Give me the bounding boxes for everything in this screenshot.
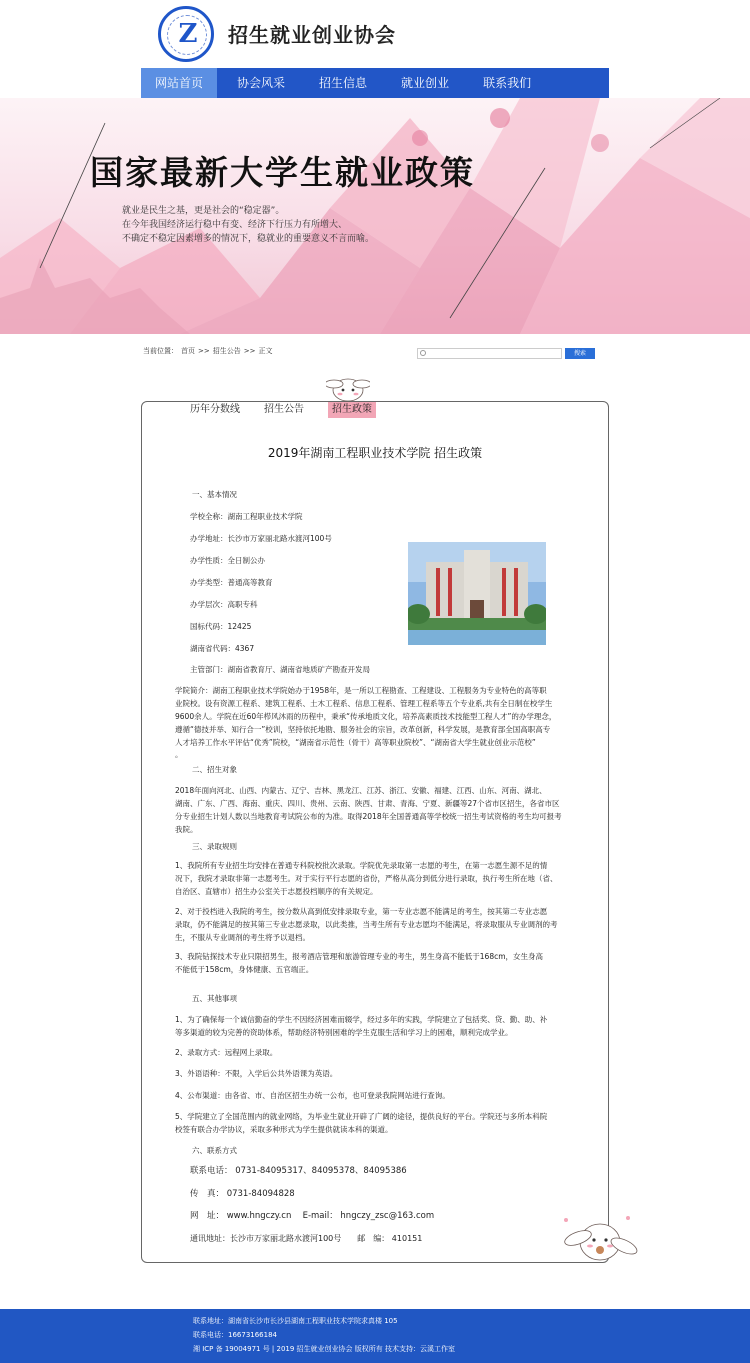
rule-line: 2、对于投档进入我院的考生，按分数从高到低安排录取专业，第一专业志愿不能满足的考生，按其第二专业志愿: [175, 907, 548, 916]
section-heading: 六、联系方式: [192, 1146, 237, 1155]
intro-line: 学院简介：湖南工程职业技术学院始办于1958年，是一所以工程勘查、工程建设、工程服务为专业特色的高等职: [175, 686, 547, 695]
rule-line: 况下，我院才录取非第一志愿考生。对于实行平行志愿的省份，严格从高分到低分进行录取，执行考生所在地（省、: [175, 874, 558, 883]
other-line: 4、公布渠道：由各省、市、自治区招生办统一公布，也可登录我院网站进行查询。: [175, 1091, 450, 1100]
other-line: 5、学院建立了全国范围内的就业网络，为毕业生就业开辟了广阔的途径，提供良好的平台。学院还与多所本科院: [175, 1112, 548, 1121]
mascot-icon: [326, 370, 370, 404]
info-national-code: 国标代码：12425: [190, 622, 252, 631]
contact-address: 通讯地址：长沙市万家丽北路水渡河100号 邮 编： 410151: [190, 1234, 423, 1243]
logo-mark-icon: Z: [178, 19, 198, 49]
logo[interactable]: [158, 6, 214, 62]
info-province-code: 湖南省代码：4367: [190, 644, 255, 653]
footer-address: 联系地址：湖南省长沙市长沙县湖南工程职业技术学院求真楼 105: [193, 1317, 398, 1325]
other-line: 等多渠道的较为完善的资助体系，帮助经济特别困难的学生克服生活和学习上的困难，顺利完成学业。: [175, 1028, 513, 1037]
campus-photo: [408, 542, 546, 645]
nav-item-employment[interactable]: 就业创业: [401, 76, 450, 90]
info-authority: 主管部门：湖南省教育厅、湖南省地质矿产勘查开发局: [190, 665, 370, 674]
nav-item-admissions[interactable]: 招生信息: [319, 76, 368, 90]
footer-phone: 联系电话：16673166184: [193, 1331, 277, 1339]
section-heading: 一、基本情况: [192, 490, 237, 499]
article-title: 2019年湖南工程职业技术学院 招生政策: [267, 446, 483, 460]
nav-item-contact[interactable]: 联系我们: [483, 76, 532, 90]
intro-line: 9600余人。学院在近60年栉风沐雨的历程中，秉承“传承地质文化，培养高素质技术技能型工程人才”的办学理念，: [175, 712, 557, 721]
tab-bar: [190, 402, 400, 418]
banner-line-2: 在今年我国经济运行稳中有变、经济下行压力有所增大、: [122, 220, 348, 230]
intro-line: 。: [175, 750, 183, 759]
breadcrumb-prefix: 当前位置：: [143, 347, 178, 355]
intro-line: 遵循“德技并举、知行合一”校训，坚持依托地勘、服务社会的宗旨，改革创新，科学发展，是教育部全国高职高专: [175, 725, 551, 734]
banner-line-1: 就业是民生之基，更是社会的“稳定器”。: [122, 206, 285, 216]
banner-illustration: [0, 98, 750, 334]
banner: [0, 98, 750, 334]
section-heading: 五、其他事项: [192, 994, 237, 1003]
nav-item-association[interactable]: 协会风采: [237, 76, 286, 90]
mascot-icon: [556, 1210, 640, 1270]
breadcrumb-separator: >>: [198, 347, 210, 355]
rule-line: 生，不服从专业调剂的考生将予以退档。: [175, 933, 310, 942]
info-address: 办学地址：长沙市万家丽北路水渡河100号: [190, 534, 332, 543]
contact-web[interactable]: 网 址： www.hngczy.cn E-mail： hngczy_zsc@163.com: [190, 1211, 435, 1221]
section2-line: 湖南、广东、广西、海南、重庆、四川、贵州、云南、陕西、甘肃、青海、宁夏、新疆等27个省市区招生，各省市区: [175, 799, 560, 808]
other-line: 2、录取方式：远程网上录取。: [175, 1048, 278, 1057]
other-line: 1、为了确保每一个诚信勤奋的学生不因经济困难而辍学，经过多年的实践，学院建立了包括奖、贷、勤、助、补: [175, 1015, 548, 1024]
section2-line: 我院。: [175, 825, 198, 834]
breadcrumb-current: 正文: [258, 347, 273, 355]
search-button[interactable]: 搜索: [565, 348, 595, 359]
info-level: 办学层次：高职专科: [190, 600, 258, 609]
rule-line: 不能低于158cm，身体健康、五官端正。: [175, 965, 314, 974]
site-title: 招生就业创业协会: [228, 23, 396, 47]
contact-phone: 联系电话： 0731-84095317、84095378、84095386: [190, 1166, 407, 1176]
rule-line: 自治区、直辖市）招生办公室关于志愿投档顺序的有关规定。: [175, 887, 378, 896]
rule-line: 录取，仍不能满足的按其第三专业志愿录取，以此类推，当考生所有专业志愿均不能满足，将录取服从专业调剂的考: [175, 920, 558, 929]
banner-title: 国家最新大学生就业政策: [90, 153, 475, 192]
info-nature: 办学性质：全日制公办: [190, 556, 265, 565]
footer: [0, 1309, 750, 1363]
search-icon: [420, 350, 426, 356]
section-heading: 二、招生对象: [192, 765, 237, 774]
footer-copyright: 湘 ICP 备 19004971 号 | 2019 招生就业创业协会 版权所有 技术支持：云溪工作室: [193, 1345, 456, 1353]
info-type: 办学类型：普通高等教育: [190, 578, 273, 587]
breadcrumb-home[interactable]: 首页: [181, 347, 195, 355]
section-heading: 三、录取规则: [192, 842, 237, 851]
section2-line: 分专业招生计划人数以当地教育考试院公布的为准。取得2018年全国普通高等学校统一招生考试资格的考生均可报考: [175, 812, 562, 821]
other-line: 校签有联合办学协议，采取多种形式为学生提供就读本科的渠道。: [175, 1125, 393, 1134]
intro-line: 人才培养工作水平评估“优秀”院校，“湖南省示范性（骨干）高等职业院校”、“湖南省大学生就业创业示范校”: [175, 738, 536, 747]
rule-line: 3、我院钻探技术专业只限招男生，报考酒店管理和旅游管理专业的考生，男生身高不能低于168cm，女生身高: [175, 952, 544, 961]
search-input[interactable]: [417, 348, 562, 359]
info-school-name: 学校全称：湖南工程职业技术学院: [190, 512, 303, 521]
tab-score-lines[interactable]: 历年分数线: [190, 404, 240, 415]
tab-policy[interactable]: 招生政策: [328, 402, 376, 418]
section2-line: 2018年面向河北、山西、内蒙古、辽宁、吉林、黑龙江、江苏、浙江、安徽、福建、江西、山东、河南、湖北、: [175, 786, 547, 795]
nav-item-home[interactable]: 网站首页: [141, 68, 217, 98]
banner-line-3: 不确定不稳定因素增多的情况下，稳就业的重要意义不言而喻。: [122, 234, 375, 244]
other-line: 3、外语语种：不限，入学后公共外语课为英语。: [175, 1069, 338, 1078]
contact-fax: 传 真： 0731-84094828: [190, 1189, 295, 1199]
rule-line: 1、我院所有专业招生均安排在普通专科院校批次录取。学院优先录取第一志愿的考生，在第一志愿生源不足的情: [175, 861, 548, 870]
tab-notices[interactable]: 招生公告: [264, 404, 304, 415]
main-nav: [141, 68, 609, 98]
header: [0, 0, 750, 68]
breadcrumb-separator: >>: [243, 347, 256, 355]
breadcrumb: [143, 345, 275, 357]
intro-line: 业院校。设有资源工程系、建筑工程系、土木工程系、信息工程系、管理工程系等五个专业系,共有全日制在校学生: [175, 699, 553, 708]
breadcrumb-notices[interactable]: 招生公告: [212, 347, 241, 355]
